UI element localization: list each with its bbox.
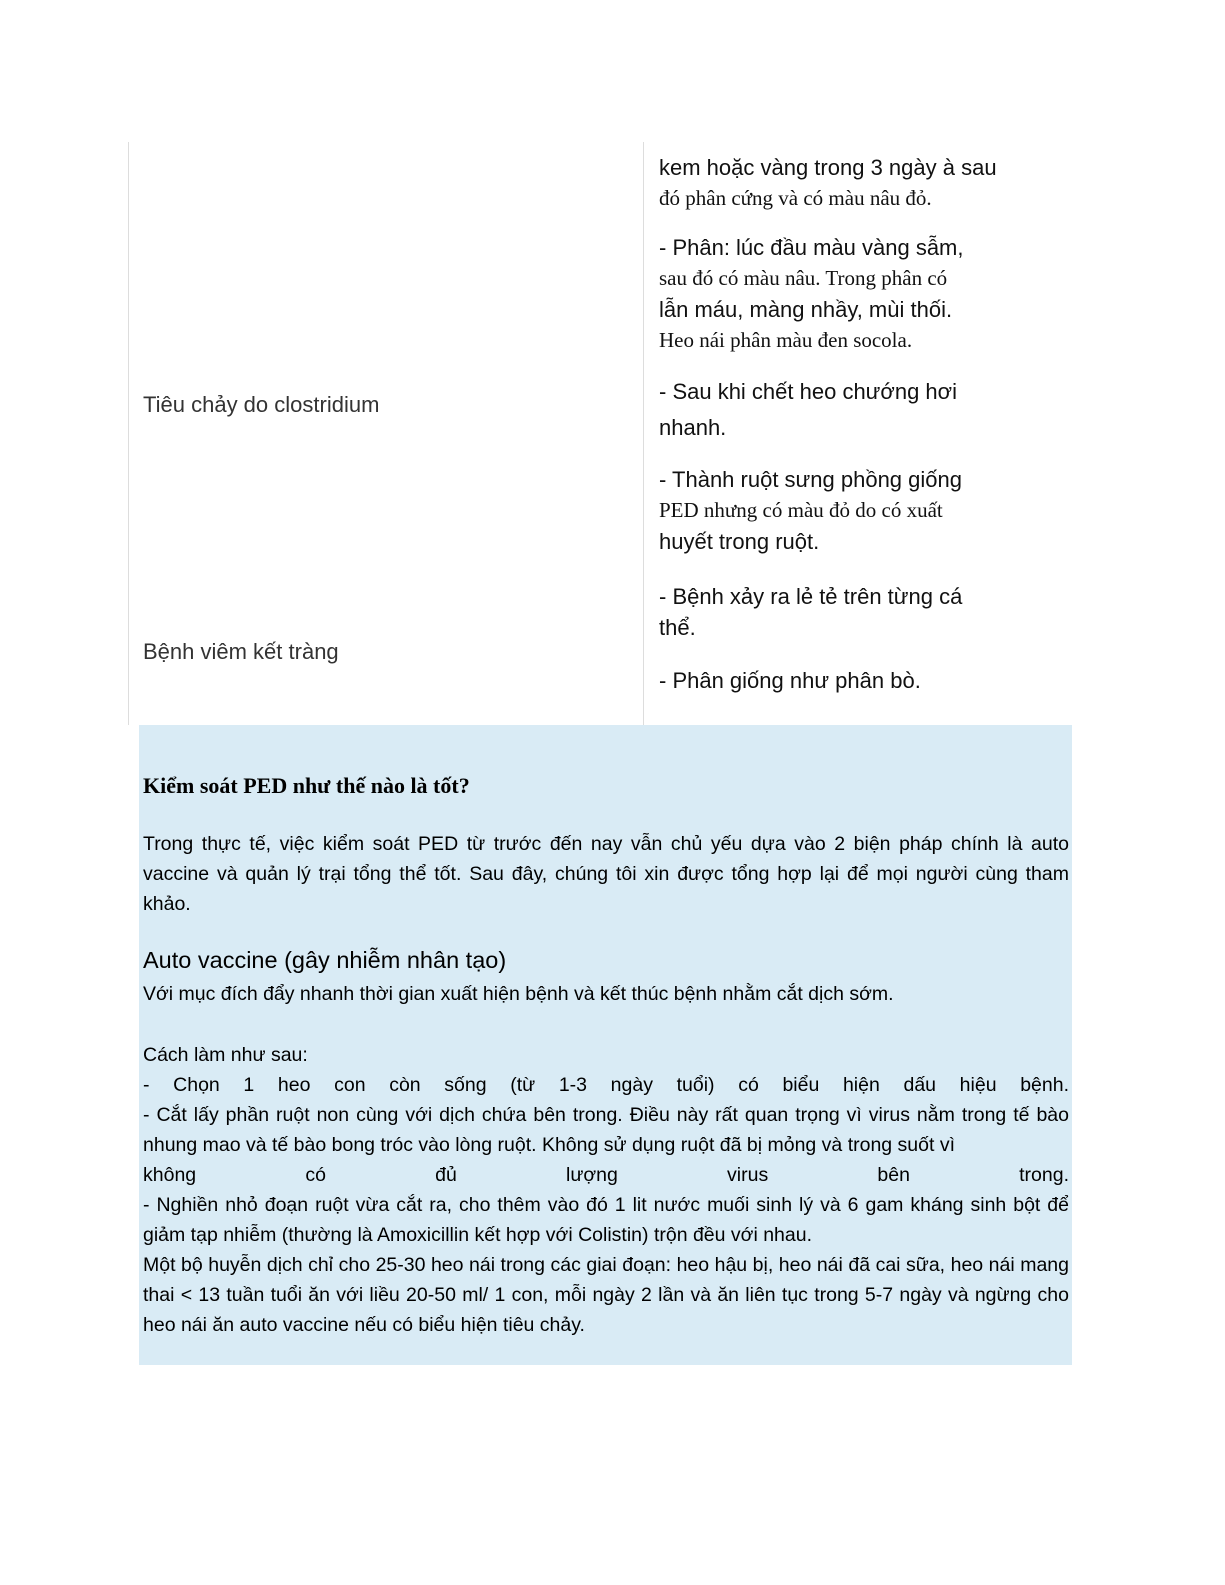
table-border-left [128, 142, 129, 725]
auto-vaccine-heading: Auto vaccine (gây nhiễm nhân tạo) [143, 947, 507, 973]
symptom-paragraph-1: kem hoặc vàng trong 3 ngày à sau đó phân cứng và có màu nâu đỏ. [659, 155, 997, 210]
method-step-1: - Chọn 1 heo con còn sống (từ 1-3 ngày tuổi) có biểu hiện dấu hiệu bệnh. [143, 1074, 1069, 1096]
disease-table [128, 142, 1072, 725]
dose-paragraph: Một bộ huyễn dịch chỉ cho 25-30 heo nái trong các giai đoạn: heo hậu bị, heo nái đã cai sữa, heo nái mang thai < 13 tuần tuổi ăn với liều 20-50 ml/ 1 con, mỗi ngày 2 lần và ăn liên tục trong 5-7 ngày và ngừng cho heo nái ăn auto vaccine nếu có biểu hiện tiêu chảy. [143, 1254, 1069, 1336]
symptom-paragraph-3: - Sau khi chết heo chướng hơi nhanh. [659, 379, 957, 440]
table-cell-disease-clostridium: Tiêu chảy do clostridium [143, 392, 380, 417]
method-step-3: - Nghiền nhỏ đoạn ruột vừa cắt ra, cho thêm vào đó 1 lit nước muối sinh lý và 6 gam kháng sinh bột để giảm tạp nhiễm (thường là Amoxicillin kết hợp với Colistin) trộn đều với nhau. [143, 1194, 1069, 1246]
method-step-2a: - Cắt lấy phần ruột non cùng với dịch chứa bên trong. Điều này rất quan trọng vì virus nằm trong tế bào nhung mao và tế bào bong tróc vào lòng ruột. Không sử dụng ruột đã bị mỏng và trong suốt vì [143, 1104, 1069, 1156]
table-cell-symptoms [659, 152, 1004, 714]
intro-paragraph: Trong thực tế, việc kiểm soát PED từ trước đến nay vẫn chủ yếu dựa vào 2 biện pháp chính là auto vaccine và quản lý trại tổng thể tốt. Sau đây, chúng tôi xin được tổng hợp lại để mọi người cùng tham khảo. [143, 833, 1069, 915]
symptom-paragraph-5: - Bệnh xảy ra lẻ tẻ trên từng cá thể. [659, 584, 963, 640]
symptom-paragraph-6: - Phân giống như phân bò. [659, 668, 921, 693]
purpose-paragraph: Với mục đích đẩy nhanh thời gian xuất hiện bệnh và kết thúc bệnh nhằm cắt dịch sớm. [143, 983, 894, 1005]
table-border-middle [643, 142, 644, 725]
ped-control-section [139, 725, 1072, 1365]
method-title: Cách làm như sau: [143, 1044, 308, 1066]
method-step-2b: không có đủ lượng virus bên trong. [143, 1164, 1069, 1186]
symptom-paragraph-4: - Thành ruột sưng phồng giống PED nhưng có màu đỏ do có xuất huyết trong ruột. [659, 467, 962, 554]
symptom-paragraph-2: - Phân: lúc đầu màu vàng sẫm, sau đó có màu nâu. Trong phân có lẫn máu, màng nhầy, mùi thối. Heo nái phân màu đen socola. [659, 235, 964, 352]
method-block [143, 1040, 1069, 1340]
section-heading: Kiểm soát PED như thế nào là tốt? [143, 773, 470, 798]
table-cell-disease-colitis: Bệnh viêm kết tràng [143, 639, 339, 664]
